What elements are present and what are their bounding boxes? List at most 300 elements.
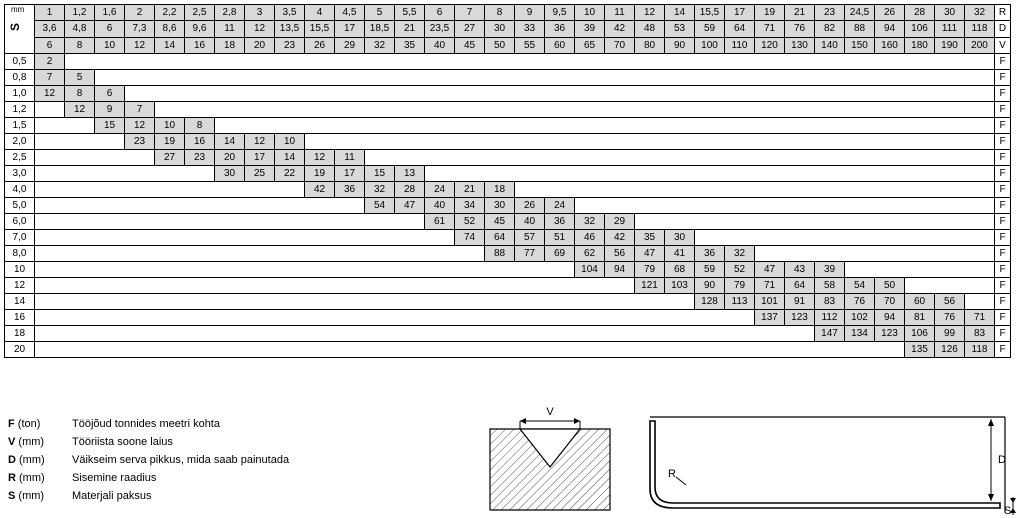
table-cell-empty xyxy=(455,326,485,342)
table-cell-force: 12 xyxy=(125,118,155,134)
table-cell-empty xyxy=(875,230,905,246)
table-cell-empty xyxy=(395,134,425,150)
table-cell-empty xyxy=(425,118,455,134)
row-label-thickness: 5,0 xyxy=(5,198,35,214)
table-cell-empty xyxy=(305,102,335,118)
table-row xyxy=(5,246,1011,262)
header-cell-r: 3 xyxy=(245,5,275,21)
header-cell-r: 30 xyxy=(935,5,965,21)
table-cell-empty xyxy=(755,118,785,134)
table-cell-empty xyxy=(305,198,335,214)
legend-unit: (mm) xyxy=(15,454,45,466)
table-cell-empty xyxy=(305,86,335,102)
header-cell-v: 60 xyxy=(545,37,575,53)
table-cell-empty xyxy=(935,230,965,246)
table-cell-empty xyxy=(245,278,275,294)
table-cell-force: 17 xyxy=(245,150,275,166)
table-cell-empty xyxy=(635,150,665,166)
table-cell-empty xyxy=(935,262,965,278)
header-cell-r: 9,5 xyxy=(545,5,575,21)
table-cell-empty xyxy=(815,342,845,358)
table-cell-empty xyxy=(935,54,965,70)
table-cell-empty xyxy=(125,230,155,246)
table-cell-empty xyxy=(455,118,485,134)
table-cell-force: 7 xyxy=(35,70,65,86)
table-cell-force: 77 xyxy=(515,246,545,262)
table-cell-empty xyxy=(305,262,335,278)
table-cell-force: 57 xyxy=(515,230,545,246)
header-cell-d: 30 xyxy=(485,21,515,37)
table-cell-empty xyxy=(275,214,305,230)
table-corner xyxy=(5,5,35,54)
table-cell-empty xyxy=(755,86,785,102)
table-cell-force: 56 xyxy=(935,294,965,310)
table-cell-empty xyxy=(185,262,215,278)
table-cell-force: 21 xyxy=(455,182,485,198)
header-cell-v: 70 xyxy=(605,37,635,53)
table-cell-force: 19 xyxy=(155,134,185,150)
table-cell-force: 99 xyxy=(935,326,965,342)
header-cell-d: 17 xyxy=(335,21,365,37)
table-cell-empty xyxy=(65,310,95,326)
table-row xyxy=(5,150,1011,166)
header-cell-v: 55 xyxy=(515,37,545,53)
legend-unit: (mm) xyxy=(15,436,45,448)
table-cell-empty xyxy=(35,326,65,342)
table-cell-empty xyxy=(155,182,185,198)
table-cell-empty xyxy=(215,278,245,294)
header-cell-v: 100 xyxy=(695,37,725,53)
table-cell-empty xyxy=(965,54,995,70)
table-row xyxy=(5,294,1011,310)
table-cell-empty xyxy=(275,70,305,86)
table-cell-force: 27 xyxy=(155,150,185,166)
table-cell-empty xyxy=(575,182,605,198)
table-cell-force: 32 xyxy=(725,246,755,262)
table-cell-empty xyxy=(185,278,215,294)
table-cell-empty xyxy=(545,102,575,118)
table-cell-empty xyxy=(695,118,725,134)
table-cell-force: 5 xyxy=(65,70,95,86)
table-cell-empty xyxy=(365,278,395,294)
table-cell-empty xyxy=(545,342,575,358)
table-cell-force: 113 xyxy=(725,294,755,310)
table-cell-empty xyxy=(875,102,905,118)
table-cell-empty xyxy=(335,102,365,118)
table-cell-empty xyxy=(185,294,215,310)
table-cell-empty xyxy=(635,326,665,342)
table-cell-empty xyxy=(95,70,125,86)
legend-symbol: F xyxy=(8,418,15,430)
table-cell-empty xyxy=(725,150,755,166)
table-cell-empty xyxy=(245,198,275,214)
table-cell-empty xyxy=(215,230,245,246)
table-cell-empty xyxy=(665,342,695,358)
table-cell-empty xyxy=(425,294,455,310)
table-cell-empty xyxy=(755,134,785,150)
table-cell-empty xyxy=(905,54,935,70)
table-cell-force: 69 xyxy=(545,246,575,262)
table-cell-empty xyxy=(65,166,95,182)
header-cell-d: 64 xyxy=(725,21,755,37)
row-label-thickness: 2,5 xyxy=(5,150,35,166)
table-cell-force: 19 xyxy=(305,166,335,182)
table-cell-force: 39 xyxy=(815,262,845,278)
table-cell-empty xyxy=(875,150,905,166)
header-cell-r: 2,2 xyxy=(155,5,185,21)
row-label-thickness: 16 xyxy=(5,310,35,326)
table-cell-empty xyxy=(275,278,305,294)
table-cell-empty xyxy=(125,198,155,214)
table-cell-empty xyxy=(935,278,965,294)
table-cell-force: 123 xyxy=(875,326,905,342)
table-cell-empty xyxy=(395,102,425,118)
header-cell-r: 4,5 xyxy=(335,5,365,21)
table-cell-empty xyxy=(65,294,95,310)
table-cell-empty xyxy=(665,166,695,182)
table-cell-force: 9 xyxy=(95,102,125,118)
table-cell-empty xyxy=(335,54,365,70)
row-label-thickness: 6,0 xyxy=(5,214,35,230)
table-cell-empty xyxy=(335,214,365,230)
table-cell-empty xyxy=(335,70,365,86)
table-cell-empty xyxy=(185,198,215,214)
table-cell-empty xyxy=(185,166,215,182)
table-cell-empty xyxy=(95,262,125,278)
header-cell-r: 2,5 xyxy=(185,5,215,21)
table-cell-empty xyxy=(515,294,545,310)
table-cell-empty xyxy=(245,102,275,118)
table-cell-force: 36 xyxy=(335,182,365,198)
table-row xyxy=(5,182,1011,198)
row-label-thickness: 18 xyxy=(5,326,35,342)
table-cell-force: 22 xyxy=(275,166,305,182)
legend-symbol: R xyxy=(8,472,16,484)
row-label-thickness: 0,8 xyxy=(5,70,35,86)
row-label-thickness: 1,5 xyxy=(5,118,35,134)
table-cell-empty xyxy=(875,182,905,198)
table-cell-empty xyxy=(95,230,125,246)
header-end-label-v: V xyxy=(995,37,1011,53)
table-cell-force: 20 xyxy=(215,150,245,166)
table-cell-empty xyxy=(155,102,185,118)
table-cell-force: 56 xyxy=(605,246,635,262)
table-cell-empty xyxy=(275,118,305,134)
table-cell-force: 12 xyxy=(65,102,95,118)
table-cell-force: 42 xyxy=(305,182,335,198)
row-end-label-f: F xyxy=(995,70,1011,86)
table-cell-empty xyxy=(305,134,335,150)
table-cell-empty xyxy=(545,118,575,134)
table-cell-empty xyxy=(125,86,155,102)
table-cell-empty xyxy=(65,198,95,214)
table-cell-empty xyxy=(815,166,845,182)
table-cell-empty xyxy=(95,166,125,182)
legend-description: Tööriista soone laius xyxy=(72,436,173,448)
header-cell-r: 12 xyxy=(635,5,665,21)
row-label-thickness: 0,5 xyxy=(5,54,35,70)
table-cell-empty xyxy=(515,310,545,326)
table-cell-empty xyxy=(335,230,365,246)
table-cell-empty xyxy=(905,102,935,118)
table-cell-empty xyxy=(35,182,65,198)
header-cell-d: 8,6 xyxy=(155,21,185,37)
table-cell-empty xyxy=(845,134,875,150)
table-cell-force: 104 xyxy=(575,262,605,278)
row-end-label-f: F xyxy=(995,326,1011,342)
table-cell-empty xyxy=(635,294,665,310)
header-cell-d: 13,5 xyxy=(275,21,305,37)
table-cell-empty xyxy=(125,278,155,294)
table-cell-empty xyxy=(815,54,845,70)
table-cell-empty xyxy=(875,54,905,70)
header-cell-d: 15,5 xyxy=(305,21,335,37)
table-cell-empty xyxy=(785,134,815,150)
table-cell-empty xyxy=(185,310,215,326)
table-cell-empty xyxy=(845,86,875,102)
table-cell-empty xyxy=(245,230,275,246)
table-cell-empty xyxy=(695,134,725,150)
table-cell-empty xyxy=(695,54,725,70)
header-cell-r: 11 xyxy=(605,5,635,21)
table-cell-empty xyxy=(965,198,995,214)
table-cell-empty xyxy=(35,230,65,246)
header-cell-v: 40 xyxy=(425,37,455,53)
table-cell-empty xyxy=(785,230,815,246)
table-cell-empty xyxy=(125,54,155,70)
table-cell-empty xyxy=(965,262,995,278)
table-cell-force: 23 xyxy=(125,134,155,150)
table-cell-empty xyxy=(65,118,95,134)
table-cell-empty xyxy=(215,182,245,198)
table-cell-force: 36 xyxy=(695,246,725,262)
table-cell-force: 8 xyxy=(185,118,215,134)
table-cell-empty xyxy=(365,342,395,358)
table-cell-empty xyxy=(545,182,575,198)
header-cell-r: 1 xyxy=(35,5,65,21)
table-cell-empty xyxy=(395,294,425,310)
legend-symbol: D xyxy=(8,454,16,466)
table-cell-empty xyxy=(95,342,125,358)
header-cell-r: 5,5 xyxy=(395,5,425,21)
table-cell-empty xyxy=(815,134,845,150)
header-cell-d: 7,3 xyxy=(125,21,155,37)
table-cell-empty xyxy=(95,326,125,342)
figure-svg xyxy=(470,405,1020,515)
table-cell-empty xyxy=(575,294,605,310)
table-cell-empty xyxy=(905,182,935,198)
table-cell-empty xyxy=(965,134,995,150)
table-cell-empty xyxy=(935,214,965,230)
table-cell-empty xyxy=(965,182,995,198)
table-cell-force: 47 xyxy=(755,262,785,278)
table-cell-empty xyxy=(365,70,395,86)
table-cell-empty xyxy=(845,166,875,182)
table-cell-empty xyxy=(725,86,755,102)
table-cell-empty xyxy=(245,214,275,230)
table-cell-empty xyxy=(485,278,515,294)
table-cell-empty xyxy=(785,54,815,70)
table-cell-empty xyxy=(395,246,425,262)
header-cell-r: 21 xyxy=(785,5,815,21)
table-cell-empty xyxy=(515,54,545,70)
row-end-label-f: F xyxy=(995,230,1011,246)
table-cell-empty xyxy=(245,70,275,86)
table-cell-empty xyxy=(605,134,635,150)
table-cell-empty xyxy=(425,102,455,118)
table-cell-empty xyxy=(155,294,185,310)
table-cell-empty xyxy=(365,310,395,326)
table-cell-empty xyxy=(125,150,155,166)
table-cell-empty xyxy=(785,214,815,230)
header-cell-r: 14 xyxy=(665,5,695,21)
table-cell-empty xyxy=(215,102,245,118)
table-cell-empty xyxy=(815,214,845,230)
header-cell-r: 3,5 xyxy=(275,5,305,21)
header-cell-d: 21 xyxy=(395,21,425,37)
header-cell-d: 48 xyxy=(635,21,665,37)
header-cell-r: 2,8 xyxy=(215,5,245,21)
table-cell-empty xyxy=(725,54,755,70)
table-cell-force: 12 xyxy=(245,134,275,150)
table-cell-empty xyxy=(305,230,335,246)
header-cell-v: 130 xyxy=(785,37,815,53)
table-cell-empty xyxy=(515,262,545,278)
table-cell-empty xyxy=(785,246,815,262)
header-cell-v: 160 xyxy=(875,37,905,53)
table-cell-empty xyxy=(455,294,485,310)
legend-row xyxy=(8,418,289,430)
table-cell-empty xyxy=(965,102,995,118)
table-cell-empty xyxy=(485,70,515,86)
table-cell-empty xyxy=(185,214,215,230)
table-cell-empty xyxy=(845,198,875,214)
table-cell-empty xyxy=(425,262,455,278)
table-cell-empty xyxy=(245,118,275,134)
table-cell-empty xyxy=(245,54,275,70)
table-cell-empty xyxy=(845,150,875,166)
table-cell-empty xyxy=(485,166,515,182)
table-cell-empty xyxy=(905,86,935,102)
header-cell-r: 19 xyxy=(755,5,785,21)
table-cell-empty xyxy=(545,310,575,326)
table-cell-empty xyxy=(665,86,695,102)
table-cell-empty xyxy=(185,182,215,198)
table-cell-empty xyxy=(785,182,815,198)
table-cell-empty xyxy=(95,214,125,230)
table-cell-empty xyxy=(515,342,545,358)
table-cell-empty xyxy=(335,294,365,310)
table-cell-empty xyxy=(425,166,455,182)
table-cell-empty xyxy=(335,134,365,150)
table-cell-force: 32 xyxy=(365,182,395,198)
header-cell-r: 10 xyxy=(575,5,605,21)
table-cell-empty xyxy=(395,86,425,102)
table-cell-empty xyxy=(125,166,155,182)
table-cell-empty xyxy=(785,198,815,214)
table-cell-empty xyxy=(35,294,65,310)
table-cell-empty xyxy=(65,134,95,150)
header-cell-v: 150 xyxy=(845,37,875,53)
table-cell-empty xyxy=(425,278,455,294)
table-cell-empty xyxy=(485,54,515,70)
table-cell-empty xyxy=(245,246,275,262)
table-cell-empty xyxy=(755,54,785,70)
legend-unit: (mm) xyxy=(15,472,45,484)
legend-unit: (mm) xyxy=(15,490,45,502)
table-cell-empty xyxy=(935,134,965,150)
header-row-r xyxy=(5,5,1011,21)
table-cell-empty xyxy=(155,278,185,294)
table-cell-empty xyxy=(695,326,725,342)
table-body xyxy=(5,54,1011,358)
table-cell-empty xyxy=(275,198,305,214)
table-cell-empty xyxy=(275,342,305,358)
table-cell-force: 51 xyxy=(545,230,575,246)
table-cell-empty xyxy=(215,198,245,214)
header-cell-d: 53 xyxy=(665,21,695,37)
table-cell-force: 40 xyxy=(425,198,455,214)
table-cell-force: 28 xyxy=(395,182,425,198)
table-cell-empty xyxy=(245,294,275,310)
table-cell-empty xyxy=(575,134,605,150)
table-cell-empty xyxy=(125,214,155,230)
row-end-label-f: F xyxy=(995,182,1011,198)
table-cell-force: 46 xyxy=(575,230,605,246)
table-cell-empty xyxy=(755,166,785,182)
table-cell-empty xyxy=(845,182,875,198)
table-cell-empty xyxy=(485,134,515,150)
legend-description: Sisemine raadius xyxy=(72,472,157,484)
table-cell-empty xyxy=(305,326,335,342)
corner-unit-label: mm xyxy=(11,5,25,14)
table-cell-empty xyxy=(485,86,515,102)
table-cell-force: 41 xyxy=(665,246,695,262)
table-cell-empty xyxy=(335,198,365,214)
table-cell-empty xyxy=(275,294,305,310)
legend-key xyxy=(8,490,72,502)
table-cell-empty xyxy=(785,70,815,86)
table-cell-empty xyxy=(155,198,185,214)
row-end-label-f: F xyxy=(995,246,1011,262)
table-cell-empty xyxy=(695,102,725,118)
table-cell-empty xyxy=(935,182,965,198)
table-cell-empty xyxy=(905,166,935,182)
table-cell-empty xyxy=(95,294,125,310)
table-cell-empty xyxy=(935,198,965,214)
header-row-d xyxy=(5,21,1011,37)
table-cell-empty xyxy=(185,342,215,358)
table-cell-force: 26 xyxy=(515,198,545,214)
table-cell-empty xyxy=(545,326,575,342)
header-cell-v: 45 xyxy=(455,37,485,53)
table-cell-empty xyxy=(65,54,95,70)
table-cell-empty xyxy=(95,54,125,70)
table-cell-empty xyxy=(275,310,305,326)
table-cell-force: 74 xyxy=(455,230,485,246)
table-cell-force: 76 xyxy=(935,310,965,326)
table-cell-empty xyxy=(365,294,395,310)
row-label-thickness: 3,0 xyxy=(5,166,35,182)
table-cell-empty xyxy=(605,294,635,310)
table-cell-empty xyxy=(65,246,95,262)
table-cell-force: 102 xyxy=(845,310,875,326)
table-row xyxy=(5,310,1011,326)
table-cell-force: 59 xyxy=(695,262,725,278)
table-cell-force: 137 xyxy=(755,310,785,326)
table-cell-force: 40 xyxy=(515,214,545,230)
table-cell-empty xyxy=(755,102,785,118)
